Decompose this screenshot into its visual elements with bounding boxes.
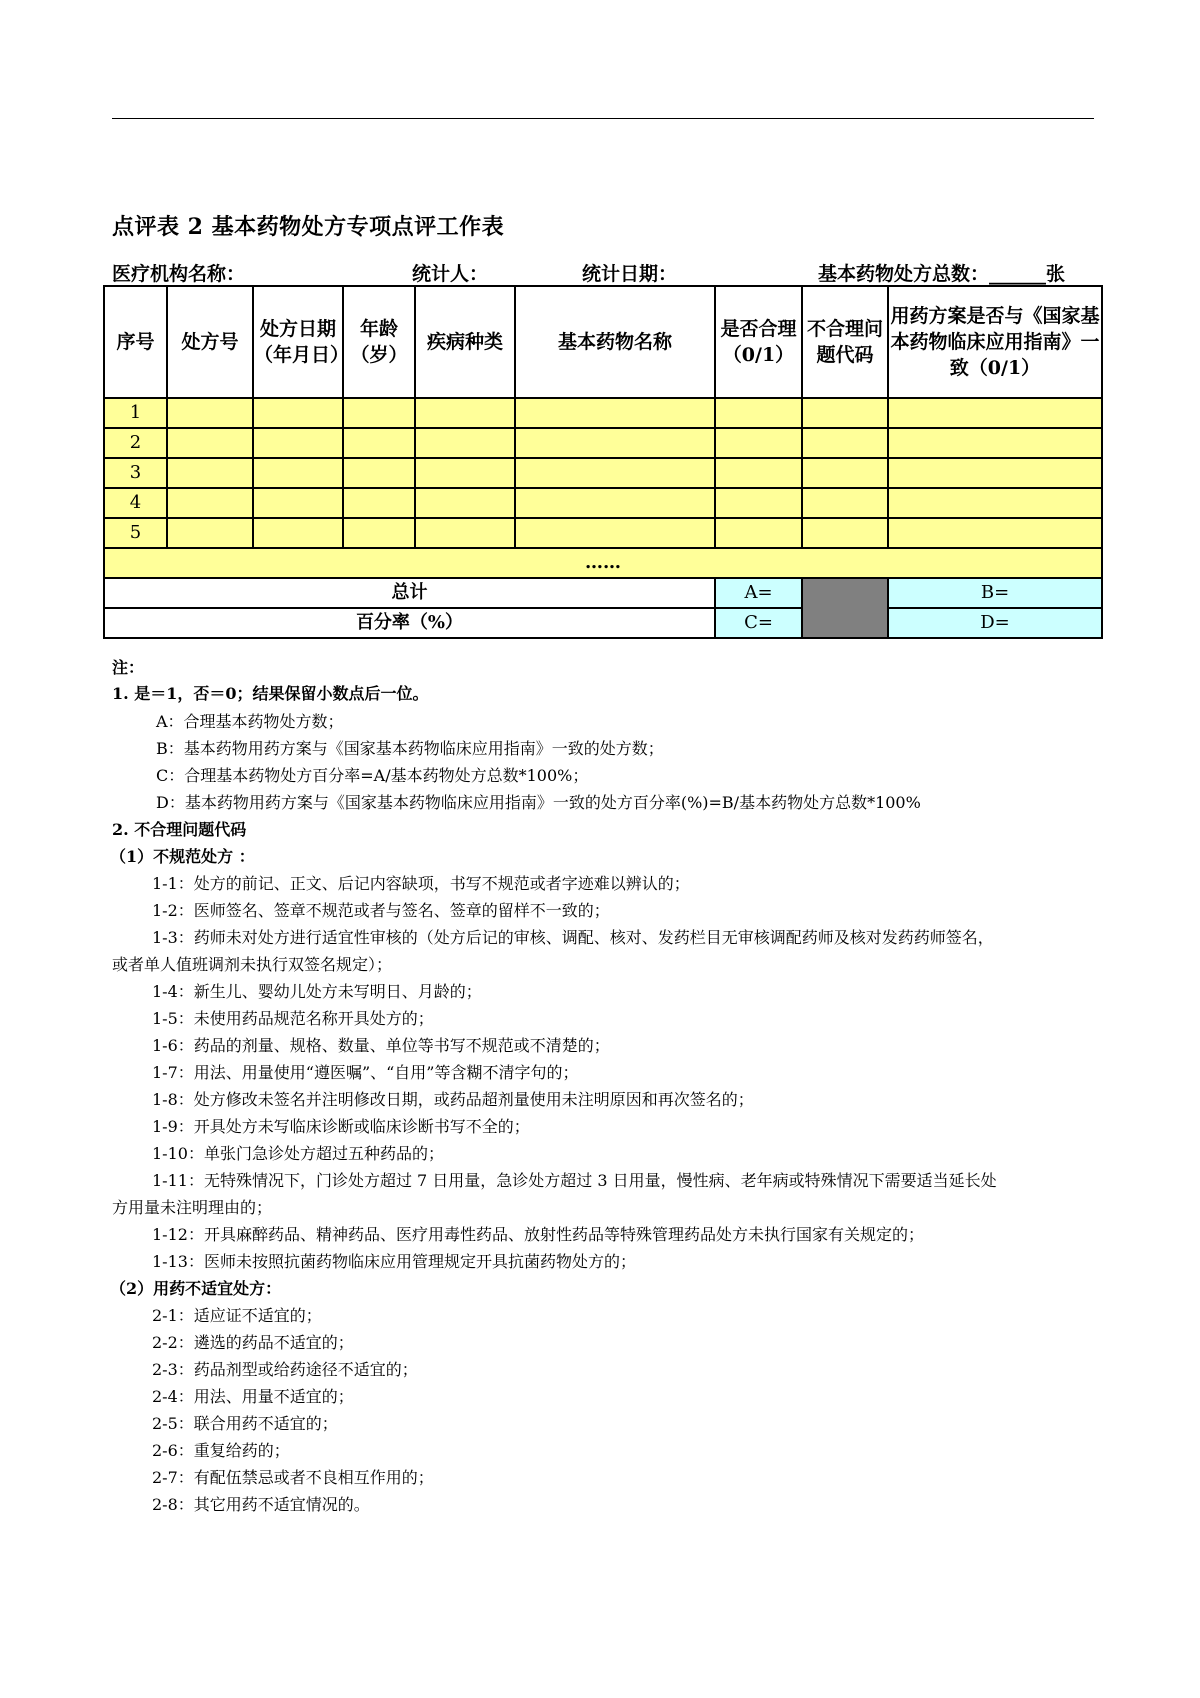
total-label: 总计 — [104, 578, 715, 608]
review-table — [103, 285, 1103, 639]
total-a: A= — [715, 578, 802, 608]
note-line: （2）用药不适宜处方： — [110, 1279, 282, 1298]
table-row — [104, 398, 1102, 428]
statistician-label: 统计人： — [412, 263, 489, 285]
header-rx-date: 处方日期（年月日） — [253, 286, 343, 398]
note-line: 1-3：药师未对处方进行适宜性审核的（处方后记的审核、调配、核对、发药栏目无审核调配药师及核对发药药师签名， — [152, 928, 994, 947]
cell[interactable] — [167, 458, 253, 488]
page-title: 点评表 2 基本药物处方专项点评工作表 — [112, 214, 505, 240]
row-number: 5 — [104, 518, 167, 548]
row-number: 3 — [104, 458, 167, 488]
cell[interactable] — [515, 398, 715, 428]
cell[interactable] — [167, 398, 253, 428]
percent-label: 百分率（%） — [104, 608, 715, 638]
cell[interactable] — [888, 458, 1102, 488]
cell[interactable] — [253, 458, 343, 488]
cell[interactable] — [888, 398, 1102, 428]
cell[interactable] — [343, 458, 415, 488]
cell[interactable] — [802, 488, 888, 518]
note-line: 1-11：无特殊情况下，门诊处方超过 7 日用量，急诊处方超过 3 日用量，慢性病、老年病或特殊情况下需要适当延长处 — [152, 1171, 997, 1190]
header-age: 年龄（岁） — [343, 286, 415, 398]
note-line: 2-7：有配伍禁忌或者不良相互作用的； — [152, 1468, 434, 1487]
header-disease: 疾病种类 — [415, 286, 515, 398]
cell[interactable] — [802, 518, 888, 548]
header-index: 序号 — [104, 286, 167, 398]
cell[interactable] — [253, 518, 343, 548]
note-line: 1-9：开具处方未写临床诊断或临床诊断书写不全的； — [152, 1117, 530, 1136]
note-line: 2-5：联合用药不适宜的； — [152, 1414, 338, 1433]
note-line: 1-1：处方的前记、正文、后记内容缺项，书写不规范或者字迹难以辨认的； — [152, 874, 690, 893]
cell[interactable] — [415, 458, 515, 488]
note-line: C：合理基本药物处方百分率=A/基本药物处方总数*100%； — [156, 766, 589, 785]
header-rule — [112, 118, 1094, 119]
cell[interactable] — [715, 398, 802, 428]
cell[interactable] — [167, 518, 253, 548]
cell[interactable] — [888, 428, 1102, 458]
ellipsis-cell: …… — [104, 548, 1102, 578]
table-row — [104, 428, 1102, 458]
cell[interactable] — [515, 518, 715, 548]
row-number: 2 — [104, 428, 167, 458]
note-line: B：基本药物用药方案与《国家基本药物临床应用指南》一致的处方数； — [156, 739, 664, 758]
cell[interactable] — [715, 488, 802, 518]
table-row — [104, 488, 1102, 518]
note-line: A：合理基本药物处方数； — [156, 712, 344, 731]
cell[interactable] — [888, 488, 1102, 518]
table-row — [104, 458, 1102, 488]
cell[interactable] — [802, 428, 888, 458]
cell[interactable] — [802, 398, 888, 428]
row-number: 1 — [104, 398, 167, 428]
date-label: 统计日期： — [582, 263, 678, 285]
cell[interactable] — [715, 518, 802, 548]
note-line: 1-12：开具麻醉药品、精神药品、医疗用毒性药品、放射性药品等特殊管理药品处方未执行国家有关规定的； — [152, 1225, 924, 1244]
percent-d: D= — [888, 608, 1102, 638]
cell[interactable] — [515, 488, 715, 518]
note-line: 1-10：单张门急诊处方超过五种药品的； — [152, 1144, 444, 1163]
note-line: 2-3：药品剂型或给药途径不适宜的； — [152, 1360, 418, 1379]
cell[interactable] — [415, 488, 515, 518]
note-line: 1-8：处方修改未签名并注明修改日期，或药品超剂量使用未注明原因和再次签名的； — [152, 1090, 754, 1109]
header-guideline-match: 用药方案是否与《国家基本药物临床应用指南》一致（0/1） — [888, 286, 1102, 398]
ellipsis-row — [104, 548, 1102, 578]
note-line: 2. 不合理问题代码 — [112, 820, 247, 839]
cell[interactable] — [888, 518, 1102, 548]
note-line: 2-8：其它用药不适宜情况的。 — [152, 1495, 370, 1514]
header-rx-no: 处方号 — [167, 286, 253, 398]
note-line: 1-5：未使用药品规范名称开具处方的； — [152, 1009, 434, 1028]
note-line: D：基本药物用药方案与《国家基本药物临床应用指南》一致的处方百分率(%)=B/基本药物处方总数*100% — [156, 793, 921, 812]
note-line: 2-4：用法、用量不适宜的； — [152, 1387, 354, 1406]
note-line: 1-4：新生儿、婴幼儿处方未写明日、月龄的； — [152, 982, 482, 1001]
note-line: 1-2：医师签名、签章不规范或者与签名、签章的留样不一致的； — [152, 901, 610, 920]
note-line: 2-2：遴选的药品不适宜的； — [152, 1333, 354, 1352]
note-line: 1-7：用法、用量使用“遵医嘱”、“自用”等含糊不清字句的； — [152, 1063, 579, 1082]
note-line: （1）不规范处方 ： — [110, 847, 255, 866]
cell[interactable] — [343, 398, 415, 428]
cell[interactable] — [415, 428, 515, 458]
cell[interactable] — [802, 458, 888, 488]
note-line: 2-1：适应证不适宜的； — [152, 1306, 322, 1325]
table-row — [104, 518, 1102, 548]
cell[interactable] — [715, 458, 802, 488]
note-line: 1-6：药品的剂量、规格、数量、单位等书写不规范或不清楚的； — [152, 1036, 610, 1055]
cell[interactable] — [253, 428, 343, 458]
cell[interactable] — [253, 398, 343, 428]
header-reasonable: 是否合理（0/1） — [715, 286, 802, 398]
total-b: B= — [888, 578, 1102, 608]
cell[interactable] — [253, 488, 343, 518]
institution-label: 医疗机构名称： — [112, 263, 246, 285]
header-drug-name: 基本药物名称 — [515, 286, 715, 398]
cell[interactable] — [715, 428, 802, 458]
cell[interactable] — [343, 518, 415, 548]
gray-cell — [802, 578, 888, 638]
percent-row — [104, 608, 1102, 638]
cell[interactable] — [343, 488, 415, 518]
cell[interactable] — [415, 518, 515, 548]
header-problem-code: 不合理问题代码 — [802, 286, 888, 398]
cell[interactable] — [167, 488, 253, 518]
cell[interactable] — [343, 428, 415, 458]
note-line: 1. 是＝1，否＝0；结果保留小数点后一位。 — [112, 684, 429, 703]
cell[interactable] — [415, 398, 515, 428]
percent-c: C= — [715, 608, 802, 638]
total-row — [104, 578, 1102, 608]
notes-heading: 注： — [112, 658, 145, 677]
total-count-label: 基本药物处方总数：______张 — [818, 263, 1066, 285]
cell[interactable] — [515, 458, 715, 488]
row-number: 4 — [104, 488, 167, 518]
note-line: 2-6：重复给药的； — [152, 1441, 290, 1460]
cell[interactable] — [167, 428, 253, 458]
note-line: 方用量未注明理由的； — [112, 1198, 273, 1217]
note-line: 或者单人值班调剂未执行双签名规定）； — [112, 955, 393, 974]
note-line: 1-13：医师未按照抗菌药物临床应用管理规定开具抗菌药物处方的； — [152, 1252, 636, 1271]
cell[interactable] — [515, 428, 715, 458]
